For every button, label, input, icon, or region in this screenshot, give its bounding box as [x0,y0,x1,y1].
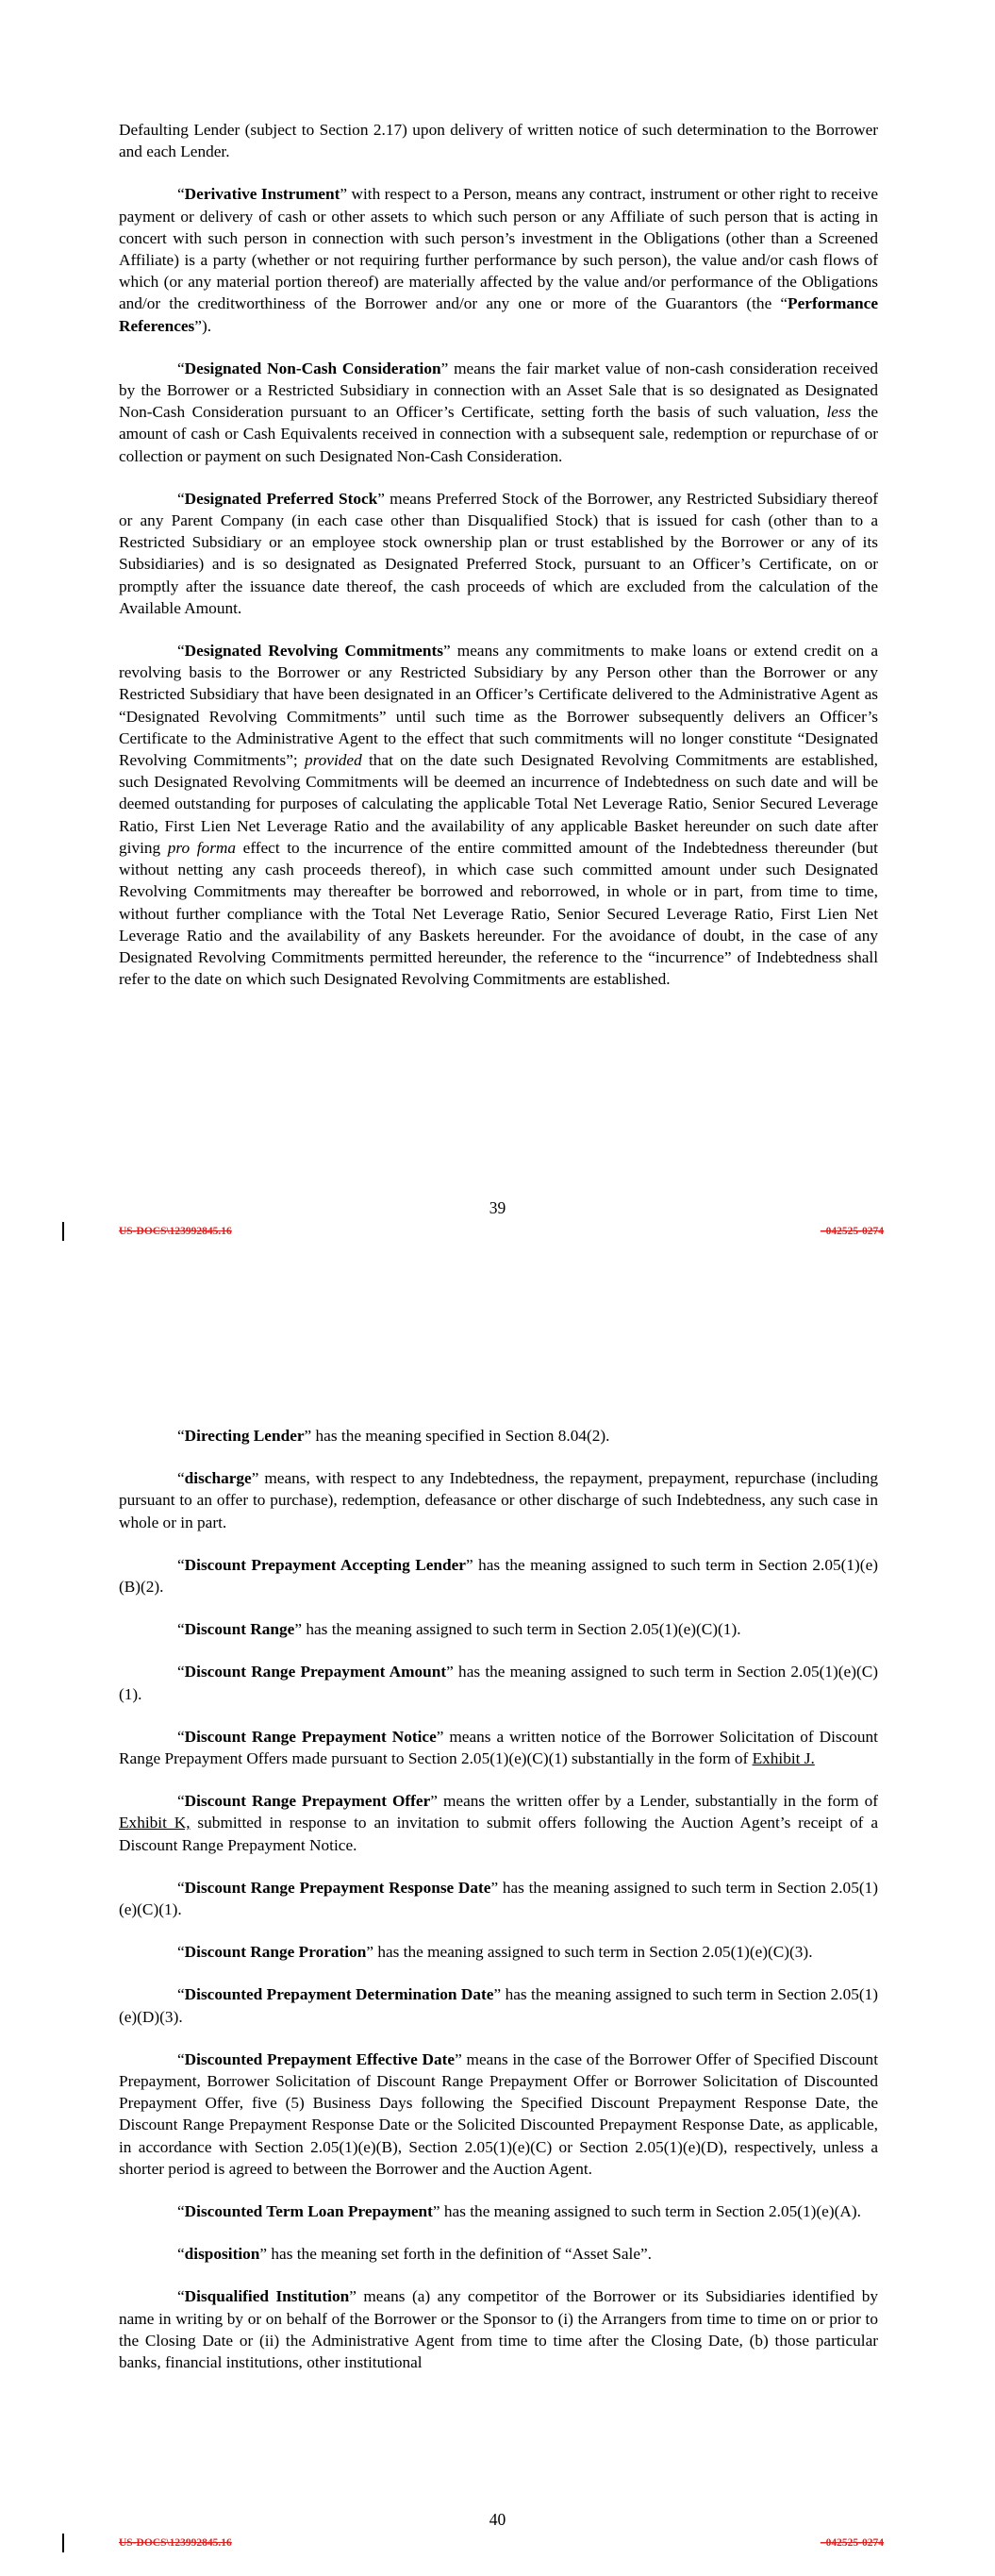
text-run: ” means any commitments to make loans or extend credit on a revolving basis to the Borrower or any Restricted Subsidiary by any Person other than the Borrower or any Restricted Subsidiary that have been designated in an Officer’s Certificate delivered to the Administrative Agent as “Designated Revolving Commitments” until such time as the Borrower subsequently delivers an Officer’s Certificate to the Administrative Agent to the effect that such commitments will no longer constitute “Designated Revolving Commitments”; [119,642,879,770]
text-run: ” has the meaning specified in Section 8.04(2). [304,1427,610,1445]
definition-discount-range-prepayment-offer [119,1790,878,1856]
page-number: 39 [489,1198,506,1217]
italic-text: provided [304,751,362,770]
italic-text: less [826,403,852,422]
page-39-body [119,119,878,990]
defined-term: Discounted Prepayment Determination Date [184,1985,494,2004]
text-run: ” has the meaning assigned to such term in Section 2.05(1)(e)(C)(1). [119,1878,878,1919]
text-run: “ [177,1620,185,1639]
footer-doc-id: US-DOCS\123992845.16 [119,1226,232,1237]
defined-term: Directing Lender [184,1427,305,1445]
text-run: ” has the meaning assigned to such term in Section 2.05(1)(e)(C)(3). [366,1943,813,1962]
italic-text: pro forma [167,838,237,857]
definition-disqualified-institution [119,2285,878,2373]
text-run: ” means Preferred Stock of the Borrower, any Restricted Subsidiary thereof or any Parent Company (in each case other than Disqualified Stock) that is issued for cash (other than to a Restricted Subsidiary or an employee stock ownership plan or trust established by the Borrower or any of its Subsidiaries) and is so designated as Designated Preferred Stock, pursuant to an Officer’s Certificate, on or promptly after the issuance date thereof, the cash proceeds of which are excluded from the calculation of the Available Amount. [119,489,878,617]
footer-doc-id: US-DOCS\123992845.16 [119,2537,232,2549]
text-run: “ [177,359,185,377]
text-run: ” has the meaning assigned to such term in Section 2.05(1)(e)(B)(2). [119,1555,878,1597]
definition-discount-range-prepayment-response-date [119,1877,878,1920]
defined-term: Discounted Prepayment Effective Date [184,2049,456,2068]
defined-term: Discount Range Prepayment Response Date [184,1878,491,1897]
exhibit-reference: Exhibit J. [752,1749,815,1768]
defined-term: Discount Range Proration [184,1943,367,1962]
definition-designated-non-cash-consideration [119,358,878,467]
text-run: submitted in response to an invitation to submit offers following the Auction Agent’s receipt of a Discount Range Prepayment Notice. [119,1814,878,1854]
text-run: “ [177,2049,185,2068]
text-run: “ [177,1555,185,1574]
text-run: ” means in the case of the Borrower Offer of Specified Discount Prepayment, Borrower Solicitation of Discount Range Prepayment Offer or Borrower Solicitation of Discounted Prepayment Offer, five (5) Business Days following the Specified Discount Prepayment Response Date, the Discount Range Prepayment Response Date or the Solicited Discounted Prepayment Response Date, as applicable, in accordance with Section 2.05(1)(e)(B), Section 2.05(1)(e)(C) or Section 2.05(1)(e)(D), respectively, unless a shorter period is agreed to between the Borrower and the Auction Agent. [119,2049,878,2178]
page-40-body [119,1425,878,2373]
definition-discount-prepayment-accepting-lender [119,1554,878,1597]
definition-directing-lender [119,1425,878,1447]
defined-term: Designated Preferred Stock [184,489,378,508]
text-run: “ [177,489,185,508]
text-run: “ [177,1663,185,1681]
defined-term: Derivative Instrument [184,185,340,204]
text-run: ” means the fair market value of non-cash consideration received by the Borrower or a Restricted Subsidiary in connection with an Asset Sale that is so designated as Designated Non-Cash Consideration pursuant to an Officer’s Certificate, setting forth the basis of such valuation, [119,359,878,422]
text-run: “ [177,1427,185,1445]
page-number: 40 [489,2510,506,2529]
definition-discharge [119,1467,878,1533]
text-run: ” has the meaning assigned to such term in Section 2.05(1)(e)(D)(3). [119,1985,879,2026]
defined-term: Discount Range [184,1620,295,1639]
text-run: the amount of cash or Cash Equivalents received in connection with a subsequent sale, redemption or repurchase of or collection or payment on such Designated Non-Cash Consideration. [119,403,878,465]
text-run: “ [177,1469,185,1488]
text-run: ” has the meaning assigned to such term in Section 2.05(1)(e)(A). [432,2202,861,2221]
page-39 [0,0,995,1255]
text-run: ” has the meaning assigned to such term in Section 2.05(1)(e)(C)(1). [119,1663,878,1703]
text-run: ” means (a) any competitor of the Borrower or its Subsidiaries identified by name in writing by or on behalf of the Borrower or the Sponsor to (i) the Arrangers from time to time on or prior to the Closing Date or (ii) the Administrative Agent from time to time after the Closing Date, (b) those particular banks, financial institutions, other institutional [119,2287,878,2372]
text-run: “ [177,2287,185,2306]
defined-term: Discount Range Prepayment Notice [184,1727,437,1746]
paragraph [119,119,878,162]
exhibit-reference: Exhibit K, [119,1814,191,1832]
text-run: effect to the incurrence of the entire committed amount of the Indebtedness thereunder (but without netting any cash proceeds thereof), in which case such committed amount under such Designated Revolving Commitments may thereafter be borrowed and reborrowed, in whole or in part, from time to time, without further compliance with the Total Net Leverage Ratio, Senior Secured Leverage Ratio, First Lien Net Leverage Ratio and the availability of any Baskets hereunder. For the avoidance of doubt, in the case of any Designated Revolving Commitments permitted hereunder, the reference to the “incurrence” of Indebtedness shall refer to the date on which such Designated Revolving Commitments are established. [119,838,878,989]
change-bar [62,1222,64,1241]
text-run: ” has the meaning set forth in the definition of “Asset Sale”. [259,2245,653,2264]
text-run: “ [177,1792,185,1811]
text-run: “ [177,2202,185,2221]
text-run: “ [177,642,185,661]
defined-term: Designated Non-Cash Consideration [184,359,441,377]
definition-discount-range-prepayment-notice [119,1726,878,1769]
text-run: ” means, with respect to any Indebtedness, the repayment, prepayment, repurchase (including pursuant to an offer to purchase), redemption, defeasance or other discharge of such Indebtedness, any such case in whole or in part. [119,1469,878,1531]
footer-matter-number: –042525-0274 [820,1226,884,1237]
page-40 [0,1397,995,2576]
text-run: ” with respect to a Person, means any contract, instrument or other right to receive payment or delivery of cash or other assets to which such person or any Affiliate of such person that is acting in concert with such person in connection with such person’s investment in the Obligations (other than a Screened Affiliate) is a party (whether or not requiring further performance by such person), the value and/or cash flows of which (or any material portion thereof) are materially affected by the value and/or performance of the Obligations and/or the creditworthiness of the Borrower and/or any one or more of the Guarantors (the “ [119,185,878,313]
text-run: ” means the written offer by a Lender, substantially in the form of [430,1792,879,1811]
definition-discounted-prepayment-determination-date [119,1983,878,2027]
defined-term: Discount Prepayment Accepting Lender [184,1555,466,1574]
change-bar [62,2534,64,2552]
definition-discounted-term-loan-prepayment [119,2200,878,2222]
text-run: “ [177,2245,185,2264]
defined-term: discharge [184,1469,252,1488]
definition-designated-preferred-stock [119,488,878,619]
defined-term: Disqualified Institution [184,2287,350,2306]
defined-term: Discount Range Prepayment Amount [184,1663,447,1681]
defined-term: Discount Range Prepayment Offer [184,1792,431,1811]
definition-discount-range [119,1618,878,1640]
text-run: ” has the meaning assigned to such term in Section 2.05(1)(e)(C)(1). [294,1620,741,1639]
definition-discount-range-proration [119,1941,878,1963]
definition-discount-range-prepayment-amount [119,1661,878,1704]
definition-designated-revolving-commitments [119,640,878,990]
text-run: “ [177,1943,185,1962]
defined-term: disposition [184,2245,260,2264]
definition-disposition [119,2243,878,2265]
definition-discounted-prepayment-effective-date [119,2049,878,2180]
text-run: Defaulting Lender (subject to Section 2.17) upon delivery of written notice of such determination to the Borrower and each Lender. [119,121,878,161]
text-run: “ [177,185,185,204]
defined-term: Designated Revolving Commitments [184,642,444,661]
footer-matter-number: –042525-0274 [820,2537,884,2549]
definition-derivative-instrument [119,183,878,336]
text-run: “ [177,1727,185,1746]
text-run: “ [177,1878,185,1897]
defined-term: Performance References [119,294,878,335]
text-run: “ [177,1985,185,2004]
text-run: ” means a written notice of the Borrower Solicitation of Discount Range Prepayment Offers made pursuant to Section 2.05(1)(e)(C)(1) substantially in the form of [119,1727,878,1768]
text-run: ”). [194,316,212,335]
defined-term: Discounted Term Loan Prepayment [184,2202,433,2221]
text-run: that on the date such Designated Revolving Commitments are established, such Designated Revolving Commitments will be deemed an incurrence of Indebtedness on such date and will be deemed outstanding for purposes of calculating the applicable Total Net Leverage Ratio, Senior Secured Leverage Ratio, First Lien Net Leverage Ratio and the availability of any applicable Basket hereunder on such date after giving [119,751,878,857]
